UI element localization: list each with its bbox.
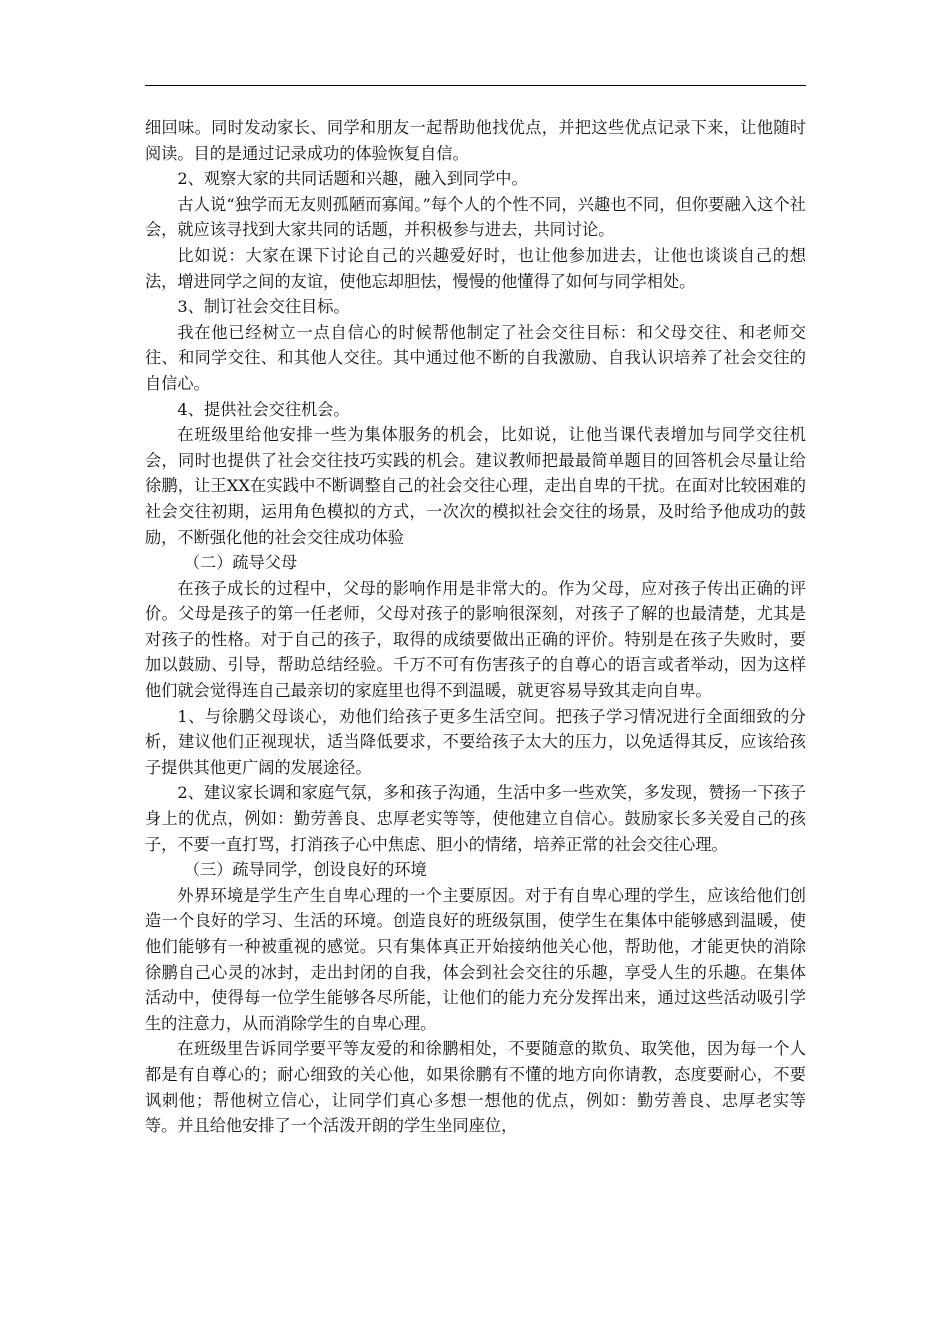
header-rule xyxy=(145,85,806,86)
section-heading: （三）疏导同学，创设良好的环境 xyxy=(183,860,427,880)
paragraph: 2、建议家长调和家庭气氛，多和孩子沟通，生活中多一些欢笑，多发现，赞扬一下孩子身上的优点，例如：勤劳善良、忠厚老实等等，使他建立自信心。鼓励家长多关爱自己的孩子，不要一直打骂，打消孩子心中焦虑、胆小的情绪，培养正常的社会交往心理。 xyxy=(145,783,806,854)
subheading: 4、提供社会交往机会。 xyxy=(177,399,350,419)
paragraph: 在孩子成长的过程中，父母的影响作用是非常大的。作为父母，应对孩子传出正确的评价。父母是孩子的第一任老师，父母对孩子的影响很深刻，对孩子了解的也最清楚，尤其是对孩子的性格。对于自己的孩子，取得的成绩要做出正确的评价。特别是在孩子失败时，要加以鼓励、引导，帮助总结经验。千万不可有伤害孩子的自尊心的语言或者举动，因为这样他们就会觉得连自己最亲切的家庭里也得不到温暖，就更容易导致其走向自卑。 xyxy=(145,578,806,701)
section-heading: （二）疏导父母 xyxy=(183,553,298,573)
document-body xyxy=(145,115,806,1139)
paragraph: 在班级里告诉同学要平等友爱的和徐鹏相处，不要随意的欺负、取笑他，因为每一个人都是有自尊心的；耐心细致的关心他，如果徐鹏有不懂的地方向你请教，态度要耐心，不要讽刺他；帮他树立信心，让同学们真心多想一想他的优点，例如：勤劳善良、忠厚老实等等。并且给他安排了一个活泼开朗的学生坐同座位， xyxy=(145,1039,806,1136)
paragraph: 细回味。同时发动家长、同学和朋友一起帮助他找优点，并把这些优点记录下来，让他随时阅读。目的是通过记录成功的体验恢复自信。 xyxy=(145,118,806,163)
subheading: 2、观察大家的共同话题和兴趣，融入到同学中。 xyxy=(177,169,528,189)
subheading: 3、制订社会交往目标。 xyxy=(177,297,350,317)
paragraph: 1、与徐鹏父母谈心，劝他们给孩子更多生活空间。把孩子学习情况进行全面细致的分析，建议他们正视现状，适当降低要求，不要给孩子太大的压力，以免适得其反，应该给孩子提供其他更广阔的发展途径。 xyxy=(145,706,806,777)
paragraph: 我在他已经树立一点自信心的时候帮他制定了社会交往目标：和父母交往、和老师交往、和同学交往、和其他人交往。其中通过他不断的自我激励、自我认识培养了社会交往的自信心。 xyxy=(145,322,806,393)
paragraph: 古人说“独学而无友则孤陋而寡闻。”每个人的个性不同，兴趣也不同，但你要融入这个社会，就应该寻找到大家共同的话题，并积极参与进去，共同讨论。 xyxy=(145,194,806,240)
paragraph: 比如说：大家在课下讨论自己的兴趣爱好时，也让他参加进去，让他也谈谈自己的想法，增进同学之间的友谊，使他忘却胆怯，慢慢的他懂得了如何与同学相处。 xyxy=(145,245,806,291)
paragraph: 在班级里给他安排一些为集体服务的机会，比如说，让他当课代表增加与同学交往机会，同时也提供了社会交往技巧实践的机会。建议教师把最最简单题目的回答机会尽量让给徐鹏，让王XX在实践中不断调整自己的社会交往心理，走出自卑的干扰。在面对比较困难的社会交往初期，运用角色模拟的方式，一次次的模拟社会交往的场景，及时给予他成功的鼓励，不断强化他的社会交往成功体验 xyxy=(145,425,806,547)
paragraph: 外界环境是学生产生自卑心理的一个主要原因。对于有自卑心理的学生，应该给他们创造一个良好的学习、生活的环境。创造良好的班级氛围，使学生在集体中能够感到温暖，使他们能够有一种被重视的感觉。只有集体真正开始接纳他关心他，帮助他，才能更快的消除徐鹏自己心灵的冰封，走出封闭的自我，体会到社会交往的乐趣，享受人生的乐趣。在集体活动中，使得每一位学生能够各尽所能，让他们的能力充分发挥出来，通过这些活动吸引学生的注意力，从而消除学生的自卑心理。 xyxy=(145,885,806,1033)
